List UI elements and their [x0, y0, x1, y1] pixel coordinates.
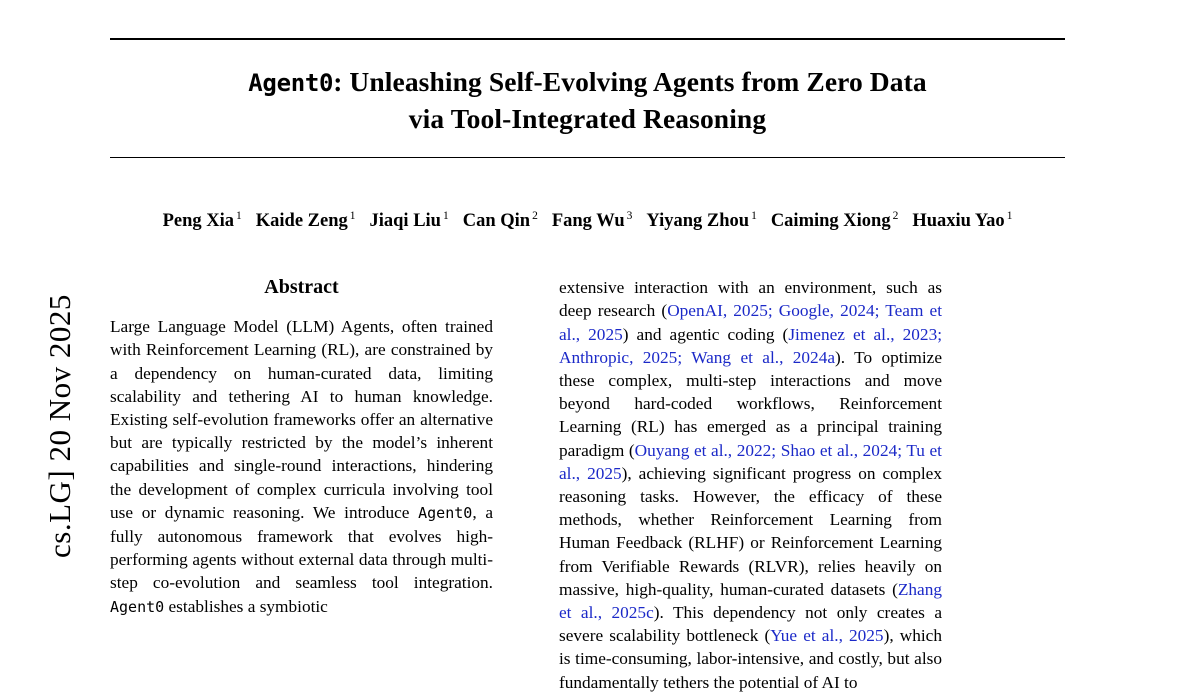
author-affiliation-marker: 2: [532, 210, 538, 222]
author-name: Can Qin: [462, 211, 531, 232]
citation-link[interactable]: Jimenez et al., 2023; Anthropic, 2025; Wang et al., 2024a: [559, 324, 943, 367]
abstract-mono-agent0-1: Agent0: [418, 503, 473, 522]
arxiv-stamp: [0, 0, 120, 648]
paragraph-text: ), which is time-consuming, labor-intensive, and costly, but also fundamentally tethers the potential of AI to: [559, 626, 942, 692]
citation-link[interactable]: Zhang et al., 2025c: [559, 579, 942, 622]
author-name: Huaxiu Yao: [912, 211, 1005, 232]
abstract-text-part-1: Large Language Model (LLM) Agents, often trained with Reinforcement Learning (RL), are constrained by a dependency on human-curated data, limiting scalability and tethering AI to human knowledge. Existing self-evolution frameworks offer an alternative but are typically restricted by the model’s inherent capabilities and single-round interactions, hindering the development of complex curricula involving tool use or dynamic reasoning. We introduce: [110, 317, 493, 522]
author-item: [646, 211, 756, 231]
abstract-paragraph: [110, 315, 493, 619]
title-line-1-rest: : Unleashing Self-Evolving Agents from Zero Data: [333, 65, 927, 97]
author-affiliation-marker: 3: [626, 210, 633, 222]
paragraph-text: ), achieving significant progress on complex reasoning tasks. However, the efficacy of these methods, whether Reinforcement Learning from Human Feedback (RLHF) or Reinforcement Learning from Verifiable Rewards (RLVR), relies heavily on massive, high-quality, human-curated datasets (: [559, 463, 942, 599]
two-column-body: [110, 276, 1065, 694]
abstract-text-part-3: establishes a symbiotic: [164, 596, 328, 616]
author-name: Kaide Zeng: [255, 211, 348, 232]
author-name: Fang Wu: [551, 211, 625, 232]
author-item: [771, 211, 899, 231]
author-name: Yiyang Zhou: [646, 211, 750, 232]
author-affiliation-marker: 1: [236, 210, 242, 222]
paragraph-text: ) and agentic coding (: [622, 324, 789, 344]
author-name: Peng Xia: [162, 211, 234, 232]
author-item: [552, 211, 633, 231]
author-affiliation-marker: 1: [349, 210, 356, 222]
introduction-paragraph: [559, 276, 942, 694]
paper-title: [110, 40, 1065, 157]
paragraph-text: extensive interaction with an environment, such as deep research (: [559, 278, 942, 321]
arxiv-stamp-text: cs.LG] 20 Nov 2025: [42, 294, 77, 558]
author-list: [110, 210, 1065, 232]
author-item: [256, 211, 356, 231]
title-mono-agent0: Agent0: [248, 68, 334, 97]
citation-link[interactable]: OpenAI, 2025; Google, 2024; Team et al., 2025: [559, 301, 942, 344]
author-item: [912, 211, 1012, 231]
left-column: [110, 276, 493, 694]
abstract-text-part-2: , a fully autonomous framework that evolves high-performing agents without external data through multi-step co-evolution and seamless tool integration.: [110, 502, 493, 593]
author-name: Caiming Xiong: [770, 211, 891, 232]
author-item: [163, 211, 242, 231]
title-line-2: via Tool-Integrated Reasoning: [408, 102, 767, 134]
citation-link[interactable]: Ouyang et al., 2022; Shao et al., 2024; Tu et al., 2025: [559, 440, 942, 483]
author-item: [370, 211, 449, 231]
author-name: Jiaqi Liu: [369, 211, 441, 232]
citation-link[interactable]: Yue et al., 2025: [770, 626, 884, 646]
paper-page: [110, 0, 1065, 692]
paragraph-text: ). This dependency not only creates a severe scalability bottleneck (: [559, 603, 942, 646]
author-affiliation-marker: 1: [751, 210, 757, 222]
author-item: [463, 211, 538, 231]
paragraph-text: ). To optimize these complex, multi-step interactions and move beyond hard-coded workflows, Reinforcement Learning (RL) has emerged as a principal training paradigm (: [559, 347, 942, 460]
author-affiliation-marker: 1: [442, 210, 449, 222]
author-affiliation-marker: 1: [1006, 210, 1013, 222]
right-column: [559, 276, 942, 694]
title-rule-bottom: [110, 157, 1065, 159]
author-affiliation-marker: 2: [892, 210, 899, 222]
abstract-heading: Abstract: [264, 276, 339, 299]
title-line-1: [110, 64, 1065, 101]
abstract-mono-agent0-2: Agent0: [110, 597, 165, 616]
